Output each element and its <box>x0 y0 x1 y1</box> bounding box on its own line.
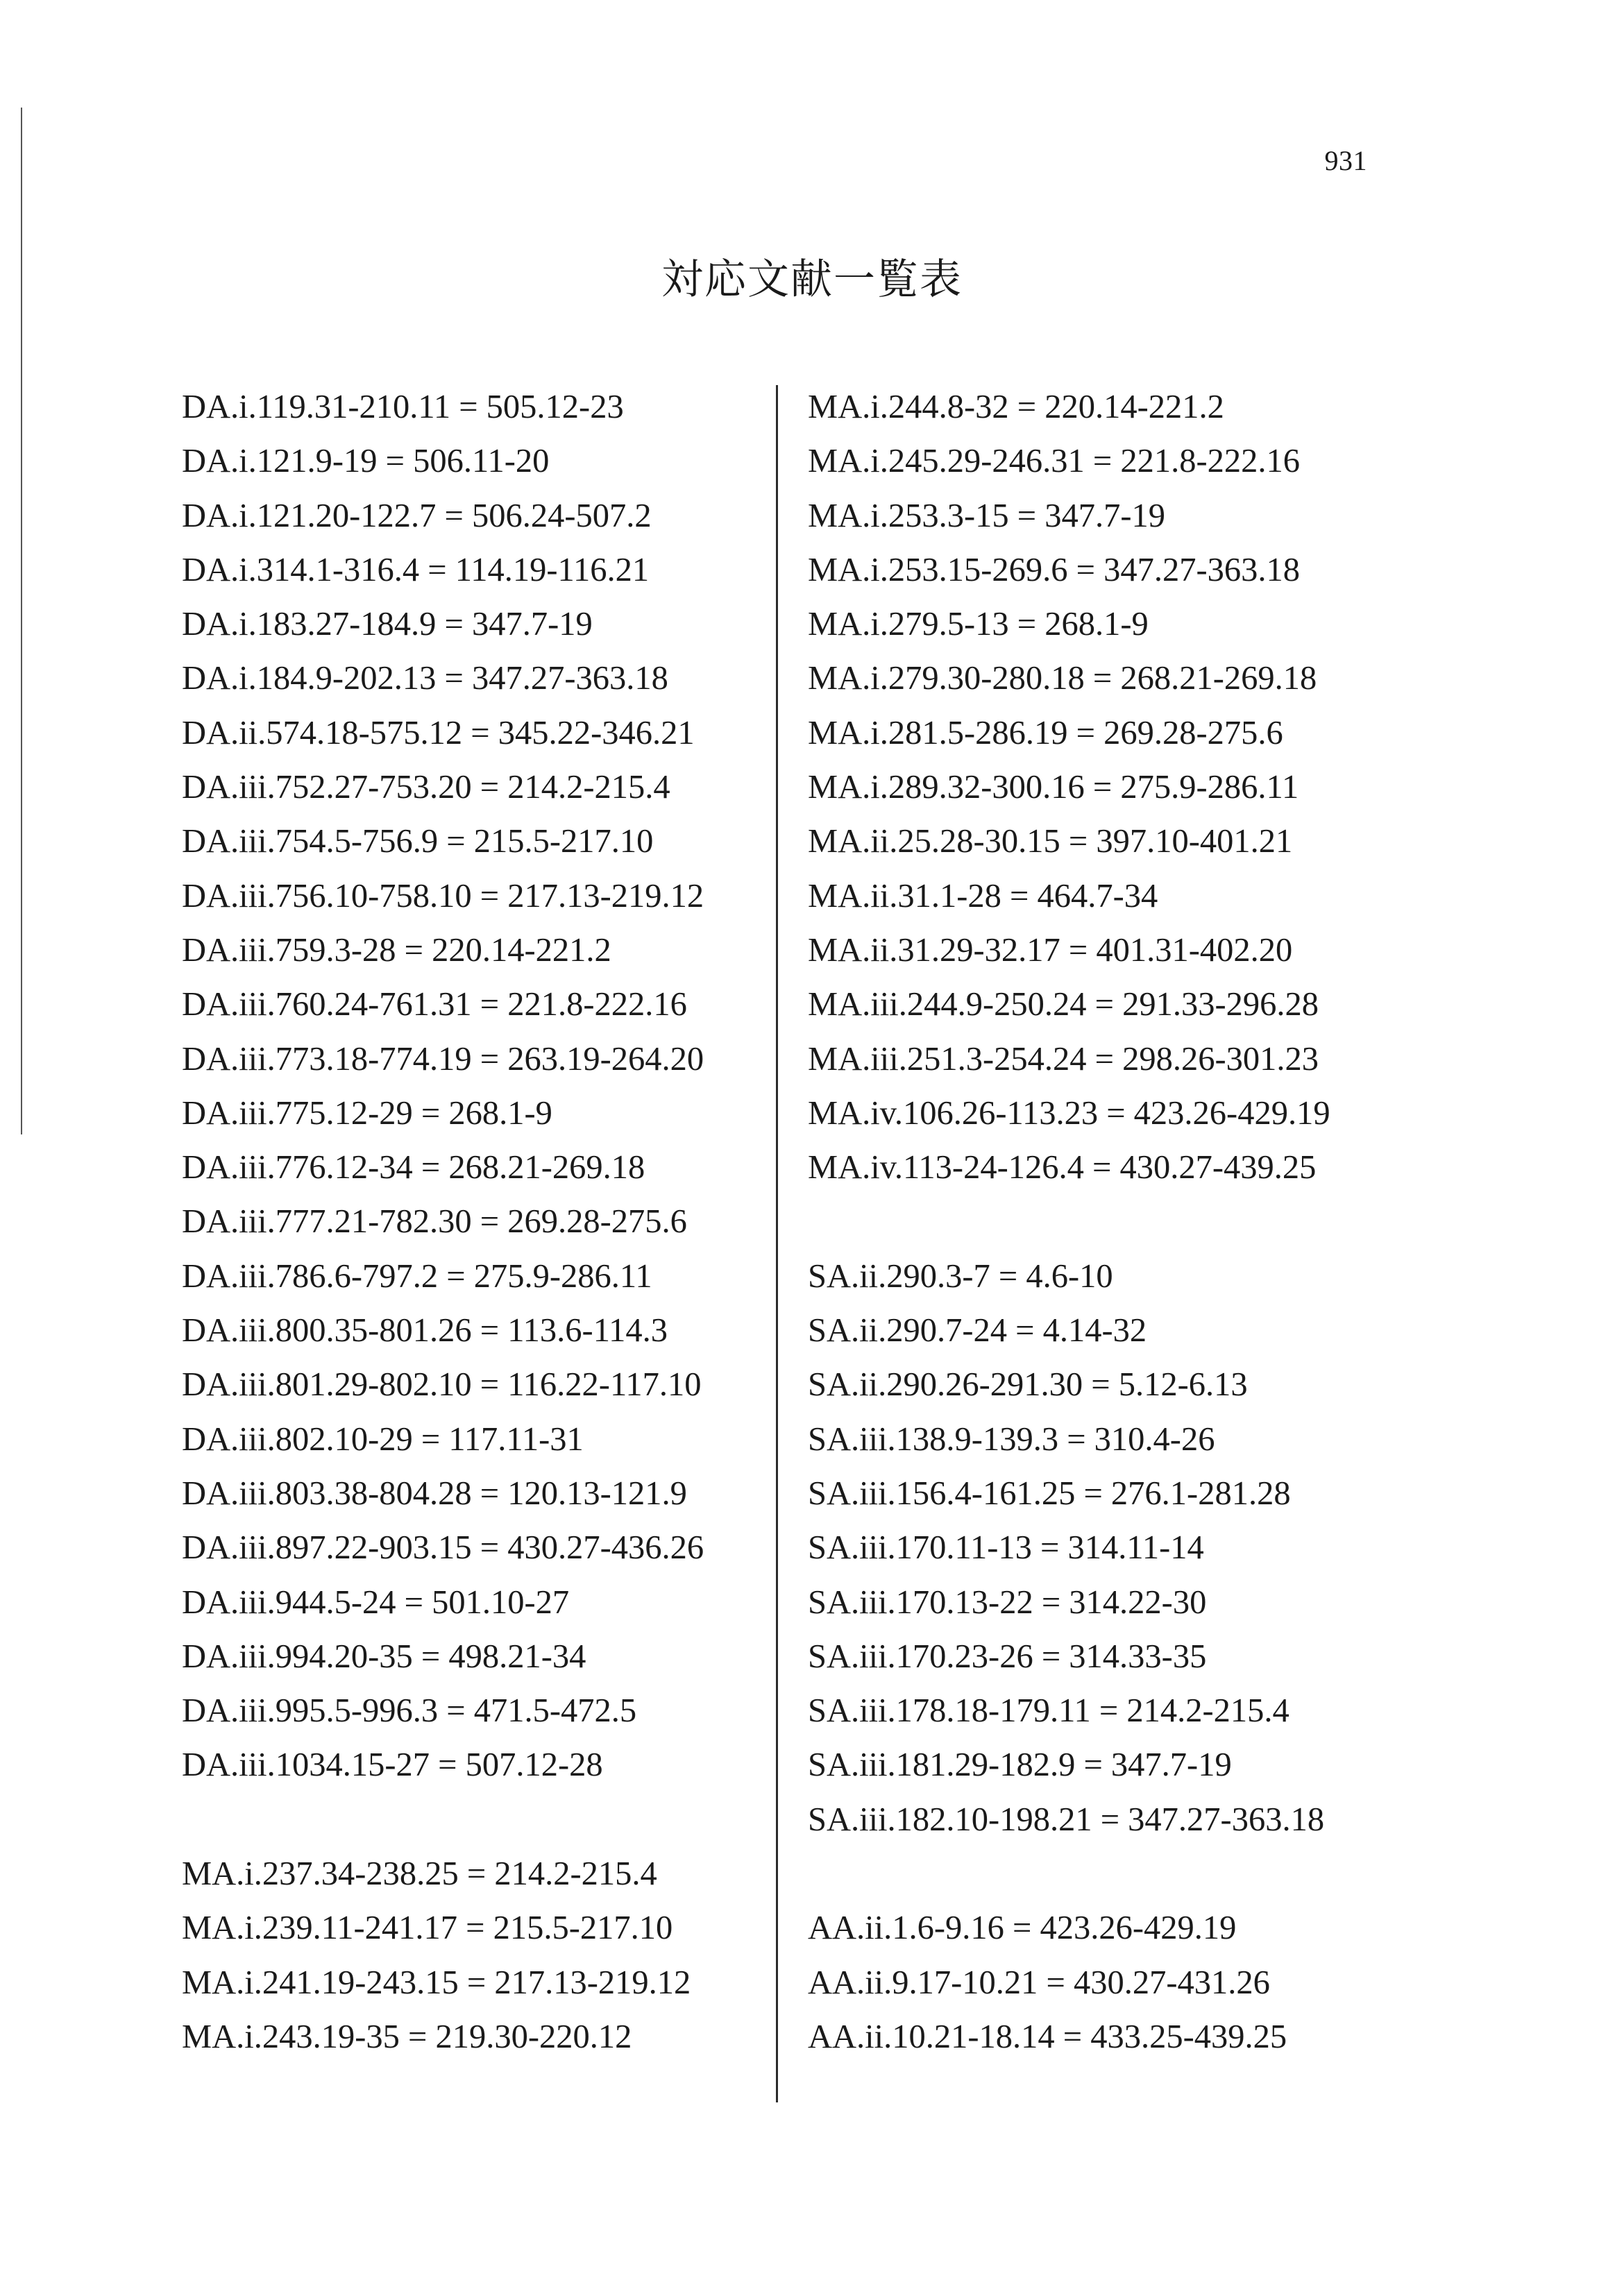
column-divider <box>776 385 778 2102</box>
concordance-entry: DA.iii.759.3-28 = 220.14-221.2 <box>182 931 611 969</box>
concordance-entry: MA.i.289.32-300.16 = 275.9-286.11 <box>808 769 1299 806</box>
concordance-entry: MA.i.237.34-238.25 = 214.2-215.4 <box>182 1855 657 1893</box>
left-column-list <box>182 380 751 2064</box>
concordance-entry: MA.i.244.8-32 = 220.14-221.2 <box>808 389 1224 425</box>
concordance-entry: DA.iii.800.35-801.26 = 113.6-114.3 <box>182 1312 668 1350</box>
concordance-entry: DA.iii.752.27-753.20 = 214.2-215.4 <box>182 769 670 806</box>
page-number: 931 <box>1324 145 1367 176</box>
concordance-entry: MA.ii.25.28-30.15 = 397.10-401.21 <box>808 823 1293 860</box>
concordance-entry: MA.ii.31.29-32.17 = 401.31-402.20 <box>808 931 1293 969</box>
concordance-entry: SA.iii.182.10-198.21 = 347.27-363.18 <box>808 1801 1325 1838</box>
concordance-entry: MA.i.253.3-15 = 347.7-19 <box>808 497 1166 534</box>
concordance-entry: DA.iii.760.24-761.31 = 221.8-222.16 <box>182 986 687 1023</box>
concordance-entry: DA.iii.803.38-804.28 = 120.13-121.9 <box>182 1474 687 1512</box>
concordance-entry: SA.iii.138.9-139.3 = 310.4-26 <box>808 1420 1215 1458</box>
concordance-entry: SA.iii.156.4-161.25 = 276.1-281.28 <box>808 1474 1291 1512</box>
concordance-entry: DA.iii.897.22-903.15 = 430.27-436.26 <box>182 1529 704 1567</box>
concordance-entry: DA.i.121.9-19 = 506.11-20 <box>182 443 550 480</box>
concordance-entry: DA.i.121.20-122.7 = 506.24-507.2 <box>182 497 652 534</box>
concordance-entry: DA.iii.754.5-756.9 = 215.5-217.10 <box>182 823 654 860</box>
concordance-entry: MA.i.281.5-286.19 = 269.28-275.6 <box>808 714 1283 751</box>
concordance-entry: DA.i.314.1-316.4 = 114.19-116.21 <box>182 551 650 588</box>
concordance-entry: SA.iii.170.11-13 = 314.11-14 <box>808 1529 1204 1567</box>
concordance-entry: DA.i.183.27-184.9 = 347.7-19 <box>182 606 593 643</box>
concordance-entry: MA.i.279.5-13 = 268.1-9 <box>808 606 1149 643</box>
concordance-entry: DA.ii.574.18-575.12 = 345.22-346.21 <box>182 714 695 751</box>
concordance-entry: DA.iii.995.5-996.3 = 471.5-472.5 <box>182 1692 637 1730</box>
concordance-entry: DA.i.119.31-210.11 = 505.12-23 <box>182 389 624 425</box>
concordance-entry: MA.i.279.30-280.18 = 268.21-269.18 <box>808 660 1317 697</box>
concordance-entry: MA.iv.113-24-126.4 = 430.27-439.25 <box>808 1149 1317 1187</box>
concordance-entry: AA.ii.9.17-10.21 = 430.27-431.26 <box>808 1964 1270 2001</box>
concordance-entry: SA.iii.170.13-22 = 314.22-30 <box>808 1583 1207 1621</box>
concordance-entry: DA.iii.773.18-774.19 = 263.19-264.20 <box>182 1040 704 1078</box>
section-spacer <box>808 1847 1419 1901</box>
concordance-entry: SA.iii.181.29-182.9 = 347.7-19 <box>808 1746 1232 1784</box>
concordance-entry: MA.ii.31.1-28 = 464.7-34 <box>808 877 1158 915</box>
concordance-entry: MA.iii.244.9-250.24 = 291.33-296.28 <box>808 986 1319 1023</box>
concordance-entry: SA.ii.290.7-24 = 4.14-32 <box>808 1312 1147 1350</box>
concordance-entry: SA.iii.178.18-179.11 = 214.2-215.4 <box>808 1692 1289 1730</box>
concordance-entry: DA.iii.756.10-758.10 = 217.13-219.12 <box>182 877 704 915</box>
page-title: 対応文献一覧表 <box>661 255 963 304</box>
concordance-entry: DA.iii.801.29-802.10 = 116.22-117.10 <box>182 1366 702 1404</box>
concordance-entry: MA.i.253.15-269.6 = 347.27-363.18 <box>808 551 1301 588</box>
concordance-entry: DA.i.184.9-202.13 = 347.27-363.18 <box>182 660 668 697</box>
concordance-entry: SA.ii.290.26-291.30 = 5.12-6.13 <box>808 1366 1248 1404</box>
section-spacer <box>182 1793 751 1847</box>
concordance-entry: DA.iii.1034.15-27 = 507.12-28 <box>182 1746 603 1784</box>
concordance-entry: MA.iv.106.26-113.23 = 423.26-429.19 <box>808 1094 1330 1132</box>
concordance-entry: MA.i.245.29-246.31 = 221.8-222.16 <box>808 443 1301 480</box>
section-spacer <box>808 1195 1419 1249</box>
concordance-entry: MA.i.243.19-35 = 219.30-220.12 <box>182 2018 632 2055</box>
concordance-entry: AA.ii.1.6-9.16 = 423.26-429.19 <box>808 1910 1237 1947</box>
concordance-entry: DA.iii.944.5-24 = 501.10-27 <box>182 1583 570 1621</box>
right-column-list <box>808 380 1419 2064</box>
concordance-entry: DA.iii.776.12-34 = 268.21-269.18 <box>182 1149 645 1187</box>
concordance-entry: DA.iii.777.21-782.30 = 269.28-275.6 <box>182 1203 687 1241</box>
concordance-entry: SA.iii.170.23-26 = 314.33-35 <box>808 1638 1207 1675</box>
concordance-entry: SA.ii.290.3-7 = 4.6-10 <box>808 1257 1113 1295</box>
concordance-entry: MA.i.239.11-241.17 = 215.5-217.10 <box>182 1910 673 1947</box>
concordance-entry: DA.iii.802.10-29 = 117.11-31 <box>182 1420 584 1458</box>
concordance-entry: AA.ii.10.21-18.14 = 433.25-439.25 <box>808 2018 1287 2055</box>
concordance-entry: DA.iii.786.6-797.2 = 275.9-286.11 <box>182 1257 652 1295</box>
concordance-entry: MA.iii.251.3-254.24 = 298.26-301.23 <box>808 1040 1319 1078</box>
concordance-entry: MA.i.241.19-243.15 = 217.13-219.12 <box>182 1964 691 2001</box>
concordance-entry: DA.iii.994.20-35 = 498.21-34 <box>182 1638 586 1675</box>
concordance-entry: DA.iii.775.12-29 = 268.1-9 <box>182 1094 552 1132</box>
